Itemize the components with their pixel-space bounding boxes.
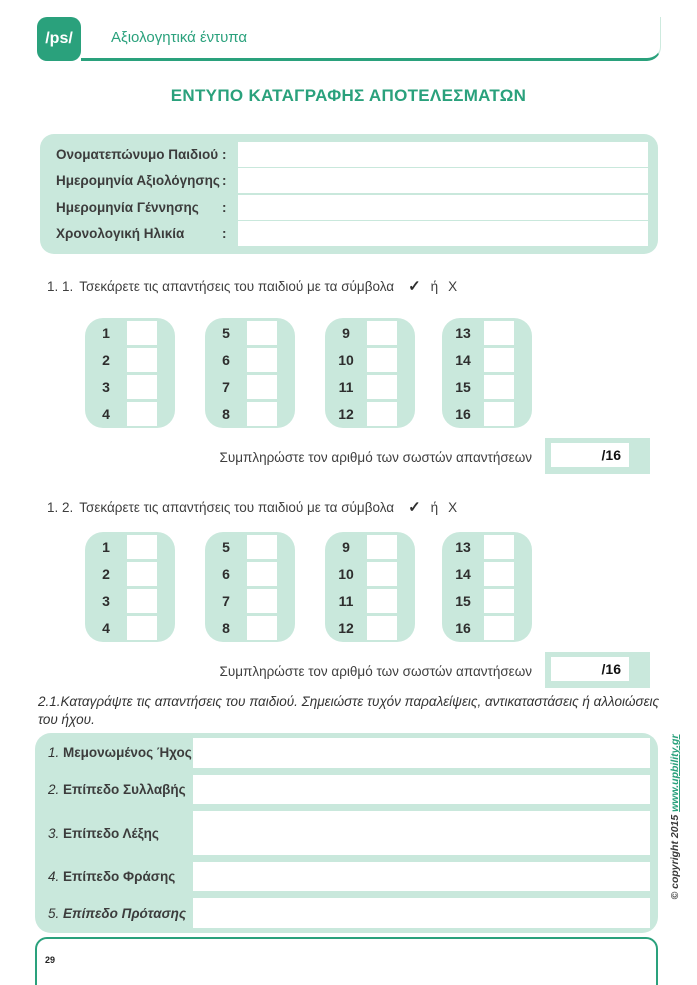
score-instruction: Συμπληρώστε τον αριθμό των σωστών απαντήσεων [219,664,532,679]
result-row [35,738,650,768]
item-number: 16 [455,619,471,636]
field-label: Ημερομηνία Γέννησης [56,199,199,215]
footer-box [35,937,658,985]
item-number: 3 [102,592,110,609]
section-1-1-instruction [47,277,457,295]
row-number: 4. [48,869,60,885]
item-number: 10 [338,565,354,582]
instruction-text: Τσεκάρετε τις απαντήσεις του παιδιού με τα σύμβολα [79,279,395,294]
field-colon: : [222,199,227,215]
or-word: ή [430,500,439,515]
item-number: 9 [342,538,350,555]
item-number: 5 [222,324,230,341]
answer-column [85,318,175,428]
x-icon: X [448,500,458,515]
field-label: Ονοματεπώνυμο Παιδιού [56,146,219,162]
upbility-link[interactable]: www.upbility.gr [669,734,681,812]
row-label: Μεμονωμένος Ήχος [63,745,192,761]
item-number: 13 [455,538,471,555]
answer-checkbox[interactable] [484,562,514,586]
score-input[interactable]: /16 [551,443,629,467]
copyright-notice [669,697,689,937]
section-number: 1. 2. [47,500,74,515]
answer-checkbox[interactable] [484,348,514,372]
item-number: 2 [102,351,110,368]
instruction-text: Τσεκάρετε τις απαντήσεις του παιδιού με τα σύμβολα [79,500,395,515]
answer-column [205,532,295,642]
score-box-1-2 [545,652,650,688]
answer-column [325,318,415,428]
answer-checkbox[interactable] [484,535,514,559]
item-number: 10 [338,351,354,368]
ps-logo: /ps/ [37,17,81,61]
score-instruction: Συμπληρώστε τον αριθμό των σωστών απαντήσεων [219,450,532,465]
check-icon: ✓ [408,278,421,295]
item-number: 14 [455,565,471,582]
result-row [35,862,650,892]
copyright-text: © copyright 2015 [669,811,681,900]
item-number: 15 [455,378,471,395]
item-number: 12 [338,405,354,422]
item-number: 6 [222,565,230,582]
assessment-date-input[interactable] [238,168,648,193]
field-colon: : [222,173,227,189]
info-row [40,221,658,246]
or-word: ή [430,279,439,294]
item-number: 6 [222,351,230,368]
answer-checkbox[interactable] [127,375,157,399]
answer-checkbox[interactable] [127,616,157,640]
page-title: ΕΝΤΥΠΟ ΚΑΤΑΓΡΑΦΗΣ ΑΠΟΤΕΛΕΣΜΑΤΩΝ [170,86,527,105]
item-number: 1 [102,324,110,341]
item-number: 12 [338,619,354,636]
answer-checkbox[interactable] [247,321,277,345]
answer-checkbox[interactable] [367,616,397,640]
info-row [40,195,658,220]
answer-checkbox[interactable] [484,321,514,345]
score-box-1-1 [545,438,650,474]
item-number: 11 [338,378,354,395]
section-2-1-instruction: 2.1.Καταγράψτε τις απαντήσεις του παιδιού. Σημειώστε τυχόν παραλείψεις, αντικαταστάσεις ή αλλοιώσεις του ήχου. [38,694,660,727]
chronological-age-input[interactable] [238,221,648,246]
answer-column [205,318,295,428]
item-number: 16 [455,405,471,422]
answer-checkbox[interactable] [247,562,277,586]
score-input[interactable]: /16 [551,657,629,681]
answer-checkbox[interactable] [247,616,277,640]
answer-checkbox[interactable] [367,562,397,586]
answer-column [85,532,175,642]
answer-checkbox[interactable] [367,375,397,399]
field-label: Χρονολογική Ηλικία [56,226,185,242]
answer-checkbox[interactable] [247,535,277,559]
result-row [35,811,650,854]
info-row [40,168,658,193]
answer-checkbox[interactable] [127,321,157,345]
item-number: 7 [222,592,230,609]
row-label: Επίπεδο Συλλαβής [63,781,186,797]
row-label: Επίπεδο Φράσης [63,869,176,885]
item-number: 7 [222,378,230,395]
answer-checkbox[interactable] [127,535,157,559]
answer-checkbox[interactable] [367,402,397,426]
answer-grid-1-1 [0,318,697,428]
page-number: 29 [45,955,56,965]
word-level-input[interactable] [193,811,650,854]
answer-checkbox[interactable] [127,562,157,586]
row-number: 5. [48,905,60,921]
item-number: 1 [102,538,110,555]
info-row [40,142,658,167]
answer-column [442,318,532,428]
syllable-level-input[interactable] [193,775,650,805]
item-number: 15 [455,592,471,609]
answer-checkbox[interactable] [127,402,157,426]
answer-checkbox[interactable] [127,589,157,613]
answer-checkbox[interactable] [367,535,397,559]
item-number: 2 [102,565,110,582]
header-bar [81,17,661,61]
answer-column [442,532,532,642]
row-number: 2. [48,781,60,797]
birth-date-input[interactable] [238,195,648,220]
result-row [35,775,650,805]
result-row [35,898,650,928]
answer-checkbox[interactable] [127,348,157,372]
check-icon: ✓ [408,499,421,516]
field-colon: : [222,226,227,242]
answer-checkbox[interactable] [367,589,397,613]
item-number: 5 [222,538,230,555]
results-panel [35,733,658,933]
section-1-2-instruction [47,498,457,516]
item-number: 13 [455,324,471,341]
field-colon: : [222,146,227,162]
answer-checkbox[interactable] [247,348,277,372]
answer-grid-1-2 [0,532,697,642]
child-name-input[interactable] [238,142,648,167]
answer-checkbox[interactable] [484,616,514,640]
item-number: 8 [222,405,230,422]
field-label: Ημερομηνία Αξιολόγησης [56,173,220,189]
answer-checkbox[interactable] [247,375,277,399]
item-number: 4 [102,405,110,422]
answer-checkbox[interactable] [367,348,397,372]
item-number: 11 [338,592,354,609]
row-number: 3. [48,825,60,841]
item-number: 3 [102,378,110,395]
phrase-level-input[interactable] [193,862,650,892]
row-label: Επίπεδο Λέξης [63,825,159,841]
answer-checkbox[interactable] [484,402,514,426]
answer-checkbox[interactable] [367,321,397,345]
sentence-level-input[interactable] [193,898,650,928]
answer-checkbox[interactable] [484,375,514,399]
answer-column [325,532,415,642]
answer-checkbox[interactable] [484,589,514,613]
row-label: Επίπεδο Πρότασης [63,905,187,921]
isolated-sound-input[interactable] [193,738,650,768]
child-info-panel [40,134,658,254]
item-number: 9 [342,324,350,341]
item-number: 14 [455,351,471,368]
header-title: Αξιολογητικά έντυπα [111,29,248,46]
answer-checkbox[interactable] [247,402,277,426]
item-number: 4 [102,619,110,636]
answer-checkbox[interactable] [247,589,277,613]
item-number: 8 [222,619,230,636]
section-number: 1. 1. [47,279,74,294]
row-number: 1. [48,745,60,761]
x-icon: X [448,279,458,294]
